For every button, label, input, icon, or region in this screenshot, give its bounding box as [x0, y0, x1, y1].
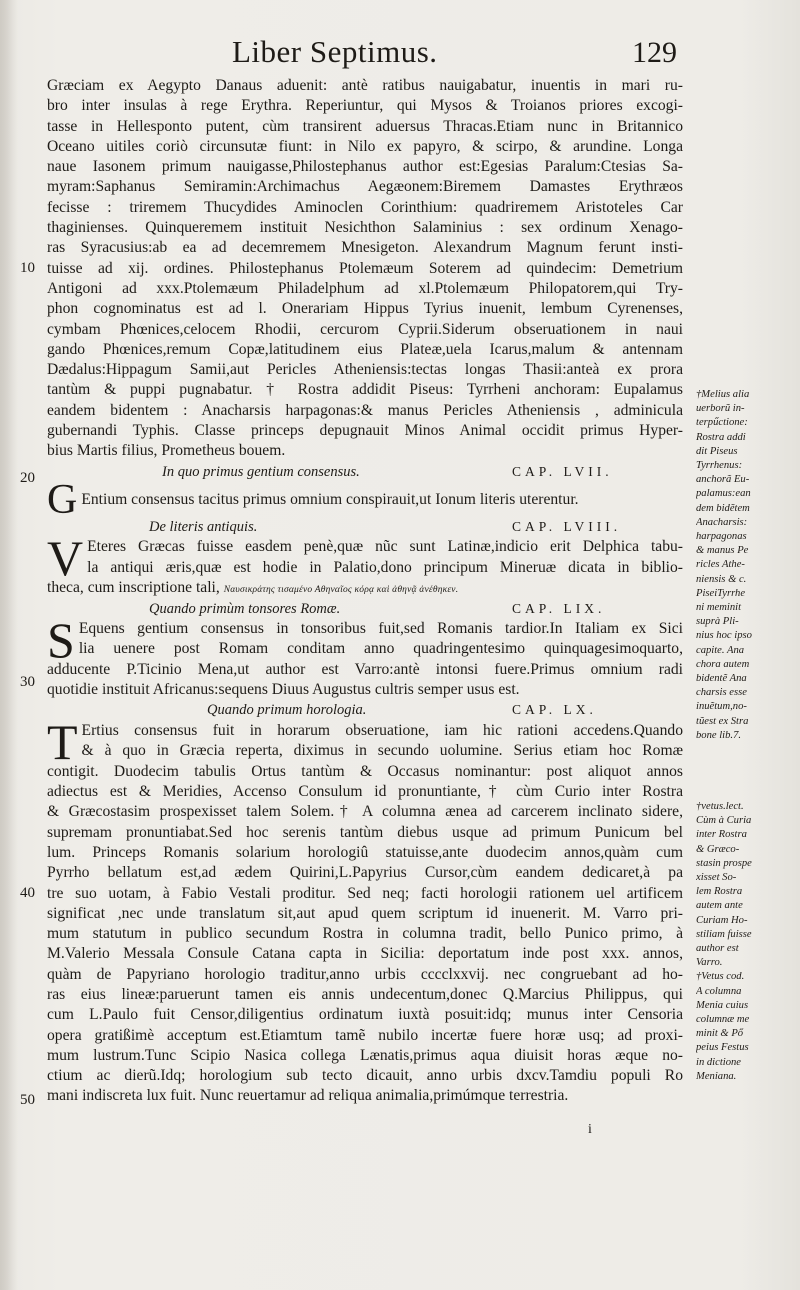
paragraph-cap58 — [47, 530, 683, 598]
text-line: & à quo in Græcia reperta, diximus in secundo uolumine. Serius etiam hoc Romæ — [81, 742, 683, 760]
text-line: adducente P.Ticinio Mena,ut author est Varro:antè intonsi fuere.Primus omnium radi — [47, 660, 683, 678]
text-line: cum L.Paulo fuit Censor,diligentius ordinatum iuxtà posuit:idq; munus inter Censoria — [47, 1006, 683, 1024]
note-line: Varro. — [696, 957, 723, 969]
note-line: bone lib.7. — [696, 729, 742, 741]
text-line: Dædalus:Hippagum Samii,aut Pericles Atheniensis:tectas longas Thasii:anteà ex prora — [47, 361, 683, 379]
text-line: quàm de Papyriano horologio traditur,anno urbis cccclxxvij. nec congruebant ad ho- — [47, 965, 683, 983]
text-line — [47, 578, 683, 598]
chapter-number: CAP. LX. — [512, 702, 597, 718]
line-number-40: 40 — [20, 885, 35, 901]
note-line: & manus Pe — [696, 545, 749, 557]
text-line: eandem bidentem : Anacharsis harpagonas:& manus Pericles Atheniensis , adminicula — [47, 401, 683, 419]
text-line: ras Syracusius:ab ea ad decemremem Mnesigeton. Alexandrum Magnum ferunt insti- — [47, 239, 683, 257]
note-line: PiseiTyrrhe — [696, 587, 746, 599]
text-line: adiectus est & Meridies, Accenso Consulum id pronuntiante,† cùm Curio inter Rostra — [47, 783, 683, 801]
note-line: uerborũ in- — [696, 403, 745, 415]
paragraph-cap57 — [47, 476, 683, 523]
line-numbers — [0, 0, 45, 1290]
chapter-number: CAP. LIX. — [512, 600, 606, 616]
note-line: Rostra addi — [696, 431, 746, 443]
folio-number: 129 — [632, 36, 677, 69]
text-line: Oceano uitiles coriò circunsutæ fiunt: in Nilo ex papyro, & scirpo, & arundine. Longa — [47, 137, 683, 155]
text-line: tre suo uotam, à Fabio Vestali proditur. Sed neq; facti horologii rationem uel artificem — [47, 884, 683, 902]
text-line: lum. Princeps Romanis solarium horologiû statuisse,ante duodecim annos,quàm cum — [47, 843, 683, 861]
text-line: tuisse ad xij. ordines. Philostephanus Ptolemæum Soterem ad quindecim: Demetrium — [47, 259, 683, 277]
note-line: lem Rostra — [696, 886, 743, 898]
drop-cap: T — [47, 713, 78, 770]
text-line: Ertius consensus fuit in horarum obseruatione, iam hic rationi accedens.Quando — [81, 721, 683, 739]
running-title: Liber Septimus. — [232, 34, 438, 69]
note-line: †Melius alia — [696, 389, 750, 400]
line-number-30: 30 — [20, 674, 35, 690]
note-line: nius hoc ipso — [696, 630, 752, 642]
note-line: Cùm à Curia — [696, 815, 752, 827]
page-header — [0, 34, 800, 74]
note-line: palamus:ean — [696, 488, 751, 500]
text-line: quotidie instituit Africanus:sequens Diuus Augustus cultris semper usus est. — [47, 681, 520, 699]
note-line: †Vetus cod. — [696, 971, 745, 983]
text-line: contigit. Duodecim tabulis Ortus tantùm & Occasus nominantur: post aliquot annos — [47, 762, 683, 780]
main-text — [47, 76, 683, 1107]
note-line: dem bidẽtem — [696, 502, 750, 514]
chapter-title: De literis antiquis. — [149, 518, 258, 535]
text-line: gando Phœnices,remum Copæ,latitudinem eius Plateæ,uela Icarus,malum & antennam — [47, 340, 683, 358]
text-line: gubernandi Typhis. Classe princeps depugnauit Minos Animal occidit primus Hyper- — [47, 422, 683, 440]
greek-inscription: Ναυσικράτης τισαμένο Αθηναῖος κόρᾳ καὶ ἀθηνᾷ ἀνέθηκεν. — [223, 585, 459, 596]
text-line: tasse in Hellesponto putent, cùm transirent aduersus Thracas.Etiam nunc in Britannico — [47, 117, 683, 135]
note-line: harpagonas — [696, 531, 747, 543]
note-line: †vetus.lect. — [696, 801, 744, 812]
note-line: anchorã Eu- — [696, 474, 750, 486]
note-line: suprà Pli- — [696, 616, 739, 628]
paragraph-cap60 — [47, 713, 683, 1107]
note-line: Menia cuius — [696, 999, 749, 1011]
note-line: ricles Athe- — [696, 559, 745, 571]
text-line: mum statutum in publico secundum Rostra in columna tradit, bello Punico primo, à — [47, 925, 683, 943]
note-line: & Græco- — [696, 843, 740, 855]
drop-cap: S — [47, 611, 75, 668]
margin-note-rostra — [696, 388, 796, 743]
text-line: Antigoni ad xxx.Ptolemæum Philadelphum ad xl.Ptolemæum Philopatorem,qui Try- — [47, 279, 683, 297]
note-line: dit Piseus — [696, 445, 738, 457]
text-line: naue Iasonem primum nauigasse,Philostephanus author est:Egesias Paralum:Ctesias Sa- — [47, 158, 683, 176]
chapter-number: CAP. LVIII. — [512, 518, 622, 534]
signature-mark: i — [588, 1122, 592, 1137]
text-line: opera gratißimè acceptum est.Etiamtum tamẽ nubilo incertæ fuere horæ usq; ad proxi- — [47, 1026, 683, 1044]
text-line: mum lustrum.Tunc Scipio Nasica collega Lænatis,primus aqua diuisit horas æque no- — [47, 1046, 683, 1064]
text-line: Græciam ex Aegypto Danaus aduenit: antè ratibus nauigabatur, inuentis in mari ru- — [47, 77, 683, 94]
text-line: thaginienses. Quinqueremem instituit Nesichthon Salaminius : sex ordinum Xenago- — [47, 219, 683, 237]
text-line: significat ,nec unde translatum sit,aut apud quem scriptum id inuenerit. M. Varro pri- — [47, 904, 683, 922]
note-line: minit & Pő — [696, 1028, 744, 1040]
note-line: ni meminit — [696, 602, 742, 614]
paragraph-cap59 — [47, 611, 683, 701]
note-line: peius Festus — [696, 1042, 749, 1054]
text-line: Entium consensus tacitus primus omnium conspirauit,ut Ionum literis uterentur. — [81, 490, 579, 508]
note-line: columnæ me — [696, 1014, 750, 1026]
note-line: Curiam Ho- — [696, 914, 748, 926]
note-line: stasin prospe — [696, 857, 752, 869]
chapter-heading-57 — [47, 462, 683, 482]
line-number-50: 50 — [20, 1092, 35, 1108]
note-line: author est — [696, 943, 739, 955]
text-line: ras eius lineæ:paruerunt tamen eis annis undecentum,donec Q.Marcius Philippus, qui — [47, 985, 683, 1003]
text-line: la antiqui æris,quæ est hodie in Palatio,dono principum Mineruæ dicata in biblio- — [87, 558, 683, 576]
note-line: A columna — [696, 985, 742, 997]
text-line: myram:Saphanus Semiramin:Archimachus Aegæonem:Biremem Damastes Erythræos — [47, 178, 683, 196]
note-line: autem ante — [696, 900, 743, 912]
text-line: & Græcostasim prospexisset talem Solem.† A columna ænea ad carcerem inclinato sidere, — [47, 803, 683, 821]
text-line: Eteres Græcas fuisse easdem penè,quæ nũc sunt Latinæ,indicio erit Delphica tabu- — [87, 538, 683, 556]
text-line: M.Valerio Messala Consule Catana capta in Sicilia: deportatum inde post xxx. annos, — [47, 945, 683, 963]
note-line: inter Rostra — [696, 829, 747, 841]
note-line: Tyrrhenus: — [696, 460, 743, 472]
note-line: stiliam fuisse — [696, 928, 752, 940]
text-line: Pyrrho bellatum est,ad ædem Quirini,L.Papyrius Cursor,cùm eandem dedicaret,à pa — [47, 864, 683, 882]
drop-cap: G — [47, 476, 78, 523]
note-line: Anacharsis: — [696, 516, 748, 528]
drop-cap: V — [47, 530, 84, 587]
note-line: charsis esse — [696, 687, 747, 699]
chapter-heading-60 — [47, 700, 683, 720]
text-line: Equens gentium consensus in tonsoribus fuit,sed Romanis tardior.In Italiam ex Sici — [78, 619, 683, 637]
text-line: bius Martis filius, Prometheus bouem. — [47, 442, 286, 460]
text-line: bro inter insulas à rege Erythra. Reperiuntur, qui Mysos & Troianos priores excogi- — [47, 97, 683, 115]
note-line: in dictione — [696, 1056, 742, 1068]
chapter-title: Quando primùm tonsores Romæ. — [149, 600, 341, 617]
line-number-10: 10 — [20, 260, 35, 276]
paragraph-ships — [47, 76, 683, 462]
note-line: chora autem — [696, 658, 750, 670]
text-line: mani indiscreta lux fuit. Nunc reuertamur ad reliqua animalia,primúmque terrestria. — [47, 1087, 569, 1105]
note-line: niensis & c. — [696, 573, 747, 585]
note-line: terpűctione: — [696, 417, 748, 429]
margin-note-curia — [696, 800, 796, 1084]
text-line: phon cognominatus est ad l. Onerariam Hippus Tyrius inuenit, lembum Cyrenenses, — [47, 300, 683, 318]
text-line: lia uenere post Romam conditam anno quadringentesimo quinquagesimoquarto, — [78, 640, 683, 658]
chapter-title: In quo primus gentium consensus. — [162, 463, 360, 480]
note-line: bidentẽ Ana — [696, 673, 747, 685]
chapter-heading-58 — [47, 517, 683, 537]
chapter-heading-59 — [47, 599, 683, 619]
text-line: tantùm & puppi pugnabatur. † Rostra addidit Piseus: Tyrrheni anchoram: Eupalamus — [47, 381, 683, 399]
line-number-20: 20 — [20, 470, 35, 486]
text-line: fecisse : triremem Thucydides Aminoclen Corinthium: quadriremem Aristoteles Car — [47, 198, 683, 216]
note-line: Meniana. — [696, 1070, 737, 1082]
inscription-intro: theca, cum inscriptione tali, — [47, 579, 220, 597]
note-line: capite. Ana — [696, 644, 745, 656]
note-line: inuẽtum,no- — [696, 701, 747, 713]
note-line: tũest ex Stra — [696, 715, 749, 727]
note-line: xisset So- — [696, 872, 737, 884]
text-line: ctium ac dierũ.Idq; horologium sub tecto dicauit, anno urbis dxcv.Tamdiu populi Ro — [47, 1067, 683, 1085]
text-line: cymbam Phœnices,celocem Rhodii, cercurom Cyprii.Siderum obseruationem in naui — [47, 320, 683, 338]
text-line: supremam pronuntiabat.Sed hoc serenis tantùm diebus usque ad primum Punicum bel — [47, 823, 683, 841]
chapter-number: CAP. LVII. — [512, 463, 613, 479]
chapter-title: Quando primum horologia. — [207, 702, 367, 719]
